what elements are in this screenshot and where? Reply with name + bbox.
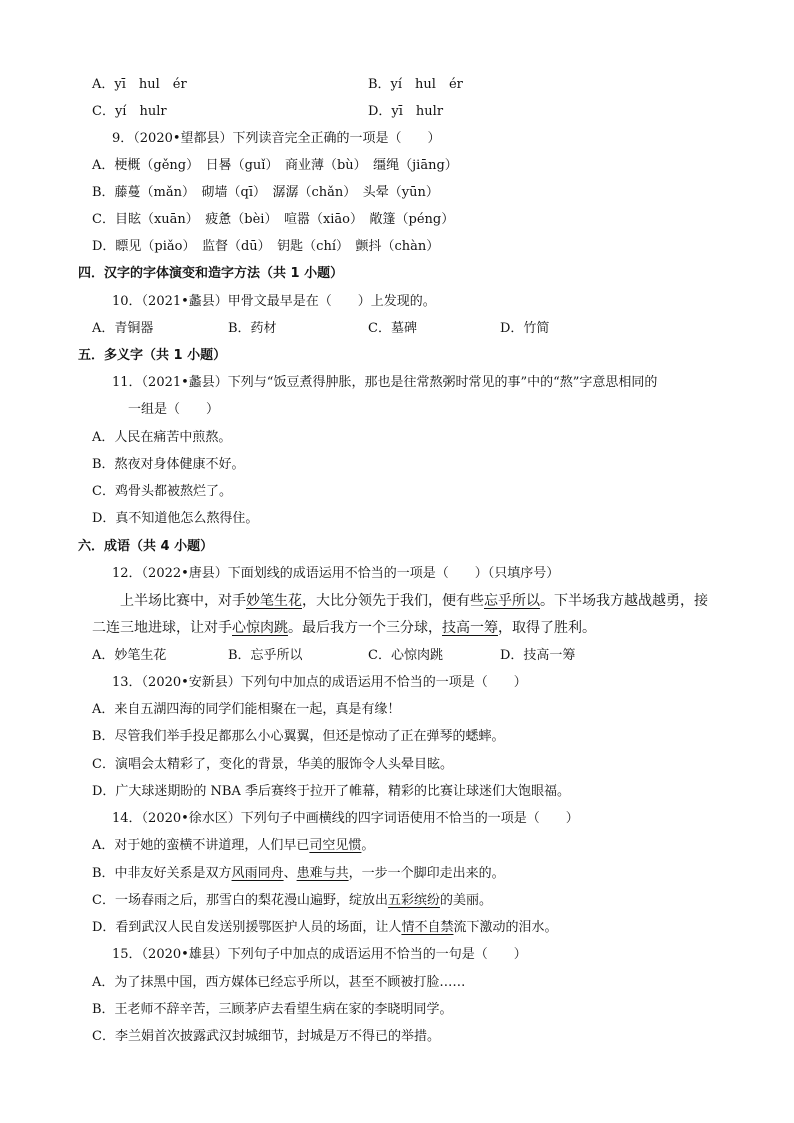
q14-text: 的美丽。 xyxy=(439,893,492,908)
q11-option-b: B．熬夜对身体健康不好。 xyxy=(92,457,245,472)
q10-option-a: A．青铜器 xyxy=(92,321,154,336)
q9-option-a: A．梗概（gěng） 日晷（guǐ） 商业薄（bù） 缰绳（jiāng） xyxy=(92,158,458,173)
q13-option-a: A．来自五湖四海的同学们能相聚在一起，真是有缘！ xyxy=(92,702,401,717)
q14-underlined-idiom: 五彩缤纷 xyxy=(387,893,440,908)
section-5-heading: 五．多义字（共 1 小题） xyxy=(78,348,227,363)
q14-option-d xyxy=(92,919,557,937)
q8-option-a: A．yī hul ér xyxy=(92,77,187,92)
q12-passage-text: 。最后我方一个三分球， xyxy=(288,620,442,636)
q14-underlined-idiom: 司空见惯 xyxy=(309,838,362,853)
q13-stem: 13．（2020•安新县）下列句中加点的成语运用不恰当的一项是（ ） xyxy=(112,675,527,690)
q14-option-a xyxy=(92,837,374,855)
q15-option-a: A．为了抹黑中国，西方媒体已经忘乎所以，甚至不顾被打脸…… xyxy=(92,975,466,990)
q14-underlined-idiom: 患难与共 xyxy=(296,866,349,881)
q9-option-c: C．目眩（xuān） 疲惫（bèi） 喧嚣（xiāo） 敞篷（péng） xyxy=(92,212,455,227)
q14-stem: 14．（2020•徐水区）下列句子中画横线的四字词语使用不恰当的一项是（ ） xyxy=(112,811,579,826)
q12-option-d: D．技高一筹 xyxy=(500,648,576,663)
q8-option-d: D．yī hulr xyxy=(368,104,444,119)
q12-underlined-idiom: 妙笔生花 xyxy=(246,593,302,609)
q11-stem-line2: 一组是（ ） xyxy=(128,402,220,417)
q12-stem: 12．（2022•唐县）下面划线的成语运用不恰当的一项是（ ）（只填序号） xyxy=(112,566,560,581)
q12-underlined-idiom: 心惊肉跳 xyxy=(232,620,288,636)
q12-passage-text: ，大比分领先于我们，便有些 xyxy=(302,593,484,609)
q15-stem: 15．（2020•雄县）下列句子中加点的成语运用不恰当的一句是（ ） xyxy=(112,947,527,962)
q14-option-b xyxy=(92,865,505,883)
q10-option-b: B．药材 xyxy=(228,321,277,336)
q11-stem-line1: 11．（2021•蠡县）下列与“饭豆煮得肿胀，那也是往常熬粥时常见的事”中的“熬”字意思相同的 xyxy=(112,375,658,390)
q15-option-b: B．王老师不辞辛苦，三顾茅庐去看望生病在家的李晓明同学。 xyxy=(92,1002,453,1017)
q12-passage-line1 xyxy=(92,592,708,610)
q14-text: A．对于她的蛮横不讲道理，人们早已 xyxy=(92,838,310,853)
q12-passage-line2 xyxy=(92,619,596,637)
q14-text: C．一场春雨之后，那雪白的梨花漫山遍野，绽放出 xyxy=(92,893,388,908)
q14-text: 、 xyxy=(283,866,297,881)
q12-passage-text: 二连三地进球，让对手 xyxy=(92,620,232,636)
q11-option-c: C．鸡骨头都被熬烂了。 xyxy=(92,484,232,499)
q12-passage-text: 。下半场我方越战越勇，接 xyxy=(540,593,708,609)
q15-option-c: C．李兰娟首次披露武汉封城细节，封城是万不得已的举措。 xyxy=(92,1029,440,1044)
q9-option-b: B．藤蔓（mǎn） 砌墙（qī） 潺潺（chǎn） 头晕（yūn） xyxy=(92,185,439,200)
section-6-heading: 六．成语（共 4 小题） xyxy=(78,539,214,554)
section-4-heading: 四．汉字的字体演变和造字方法（共 1 小题） xyxy=(78,266,344,281)
q14-text: 流下激动的泪水。 xyxy=(453,920,558,935)
q14-text: D．看到武汉人民自发送别援鄂医护人员的场面，让人 xyxy=(92,920,402,935)
q8-option-c: C．yí hulr xyxy=(92,104,167,119)
q14-text: 。 xyxy=(361,838,375,853)
q12-underlined-idiom: 忘乎所以 xyxy=(484,593,540,609)
q14-text: ，一步一个脚印走出来的。 xyxy=(348,866,505,881)
q12-passage-text: 上半场比赛中，对手 xyxy=(92,593,246,609)
q12-option-b: B．忘乎所以 xyxy=(228,648,303,663)
q13-option-b: B．尽管我们举手投足都那么小心翼翼，但还是惊动了正在弹琴的蟋蟀。 xyxy=(92,729,505,744)
q12-passage-text: ，取得了胜利。 xyxy=(498,620,596,636)
q11-option-d: D．真不知道他怎么熬得住。 xyxy=(92,511,259,526)
q10-stem: 10．（2021•蠡县）甲骨文最早是在（ ）上发现的。 xyxy=(112,294,436,309)
q14-underlined-idiom: 情不自禁 xyxy=(401,920,454,935)
q13-option-d: D．广大球迷期盼的 NBA 季后赛终于拉开了帷幕，精彩的比赛让球迷们大饱眼福。 xyxy=(92,784,571,799)
q10-option-c: C．墓碑 xyxy=(368,321,417,336)
q11-option-a: A．人民在痛苦中煎熬。 xyxy=(92,430,232,445)
q12-option-c: C．心惊肉跳 xyxy=(368,648,443,663)
q9-stem: 9．（2020•望都县）下列读音完全正确的一项是（ ） xyxy=(112,131,441,146)
q12-option-a: A．妙笔生花 xyxy=(92,648,167,663)
q10-option-d: D．竹简 xyxy=(500,321,550,336)
q14-option-c xyxy=(92,892,492,910)
q9-option-d: D．瞟见（piǎo） 监督（dū） 钥匙（chí） 颤抖（chàn） xyxy=(92,239,440,254)
q12-underlined-idiom: 技高一筹 xyxy=(442,620,498,636)
q14-text: B．中非友好关系是双方 xyxy=(92,866,232,881)
q13-option-c: C．演唱会太精彩了，变化的背景，华美的服饰令人头晕目眩。 xyxy=(92,757,453,772)
q8-option-b: B．yí hul ér xyxy=(368,77,463,92)
q14-underlined-idiom: 风雨同舟 xyxy=(231,866,284,881)
